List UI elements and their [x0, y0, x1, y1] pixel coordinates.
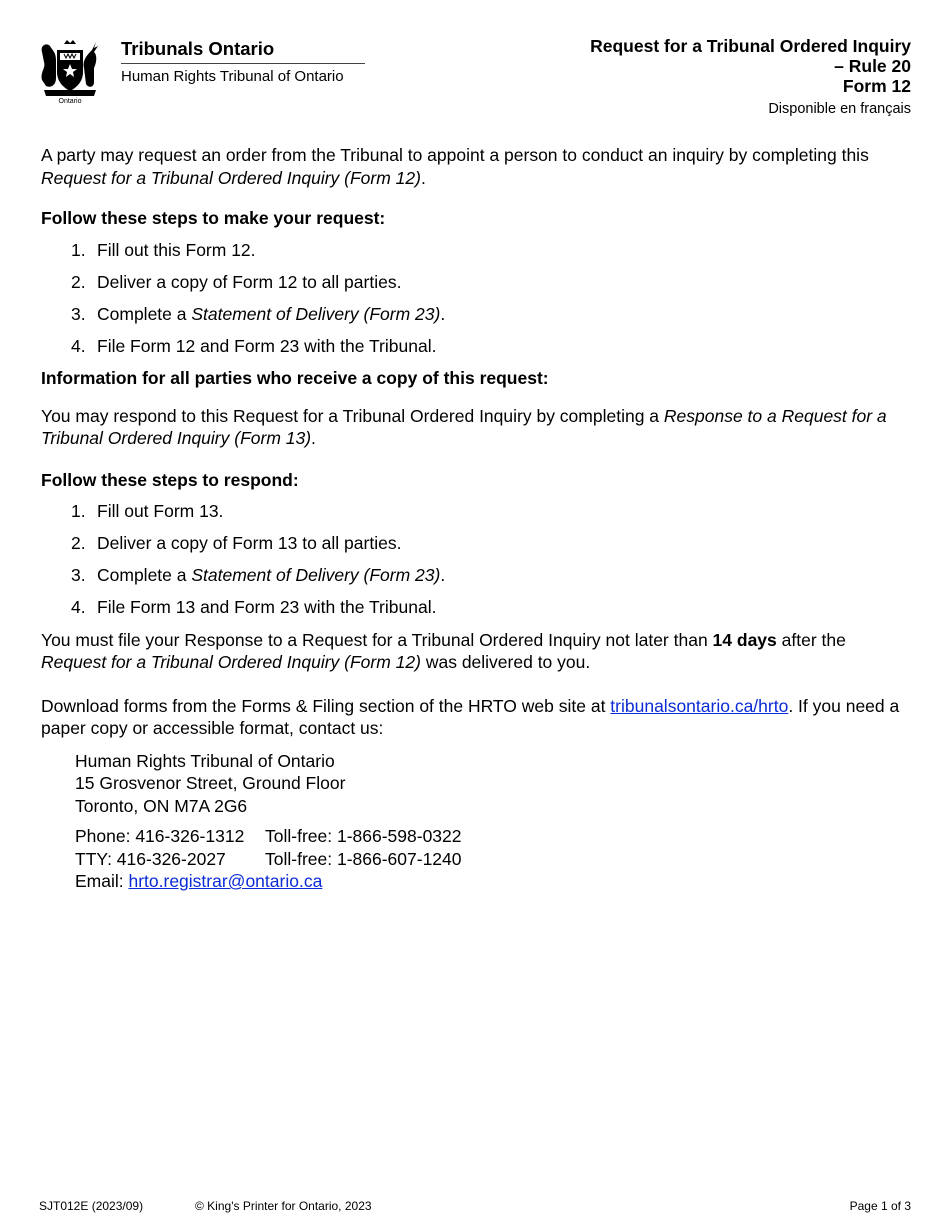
tty-row [75, 848, 911, 871]
mailing-address [41, 750, 911, 818]
email-link[interactable]: hrto.registrar@ontario.ca [128, 871, 323, 891]
form-title-line2: – Rule 20 [834, 56, 911, 76]
respond-steps-list [41, 500, 911, 619]
list-item: 4. File Form 13 and Form 23 with the Tribunal. [71, 597, 437, 617]
ontario-coat-of-arms-icon [36, 38, 104, 104]
french-availability: Disponible en français [768, 101, 911, 117]
deadline-paragraph: You must file your Response to a Request for a Tribunal Ordered Inquiry not later than 14 days after the Request for a Tribunal Ordered Inquiry (Form 12) was delivered to you. [41, 629, 846, 672]
contact-info [41, 825, 911, 893]
phone-number: Phone: 416-326-1312 [75, 826, 245, 846]
info-heading: Information for all parties who receive a copy of this request: [41, 368, 549, 388]
form-number: Form 12 [842, 76, 911, 96]
list-item: 2. Deliver a copy of Form 13 to all parties. [71, 533, 402, 553]
form-title [531, 36, 911, 96]
hrto-website-link[interactable]: tribunalsontario.ca/hrto [610, 695, 789, 716]
copyright: © King's Printer for Ontario, 2023 [195, 1199, 372, 1213]
list-item: 3. Complete a Statement of Delivery (Form 23). [71, 303, 446, 324]
address-line: 15 Grosvenor Street, Ground Floor [75, 773, 346, 793]
info-paragraph: You may respond to this Request for a Tribunal Ordered Inquiry by completing a Response to a Request for a Tribunal Ordered Inquiry (Form 13). [41, 405, 887, 448]
list-item: 1. Fill out this Form 12. [71, 239, 256, 260]
intro-paragraph: A party may request an order from the Tribunal to appoint a person to conduct an inquiry by completing this Request for a Tribunal Ordered Inquiry (Form 12). [41, 145, 869, 188]
page-number: Page 1 of 3 [849, 1199, 911, 1213]
phone-tollfree: Toll-free: 1-866-598-0322 [265, 826, 462, 846]
phone-row [75, 825, 911, 848]
request-steps-list [41, 239, 911, 358]
email-row [75, 870, 911, 893]
list-item: 4. File Form 12 and Form 23 with the Tribunal. [71, 335, 437, 356]
page-header [0, 0, 950, 117]
page-body [41, 144, 911, 893]
tty-tollfree: Toll-free: 1-866-607-1240 [265, 848, 462, 869]
respond-steps-heading: Follow these steps to respond: [41, 469, 299, 490]
request-steps-heading: Follow these steps to make your request: [41, 208, 386, 228]
list-item: 2. Deliver a copy of Form 12 to all parties. [71, 271, 402, 292]
list-item: 1. Fill out Form 13. [71, 501, 224, 521]
form-title-line1: Request for a Tribunal Ordered Inquiry [590, 36, 911, 56]
logo-caption: Ontario [58, 98, 82, 104]
form-code: SJT012E (2023/09) [39, 1199, 144, 1213]
address-line: Toronto, ON M7A 2G6 [75, 795, 248, 816]
header-divider [121, 63, 365, 64]
tribunal-name: Human Rights Tribunal of Ontario [121, 68, 344, 85]
download-paragraph: Download forms from the Forms & Filing section of the HRTO web site at tribunalsontario.ca/hrto. If you need a paper copy or accessible format, contact us: [41, 695, 900, 738]
address-line: Human Rights Tribunal of Ontario [75, 750, 335, 771]
email-label: Email: [75, 871, 129, 891]
organization-name: Tribunals Ontario [121, 38, 275, 59]
list-item: 3. Complete a Statement of Delivery (Form 23). [71, 565, 446, 585]
tty-number: TTY: 416-326-2027 [75, 848, 226, 869]
